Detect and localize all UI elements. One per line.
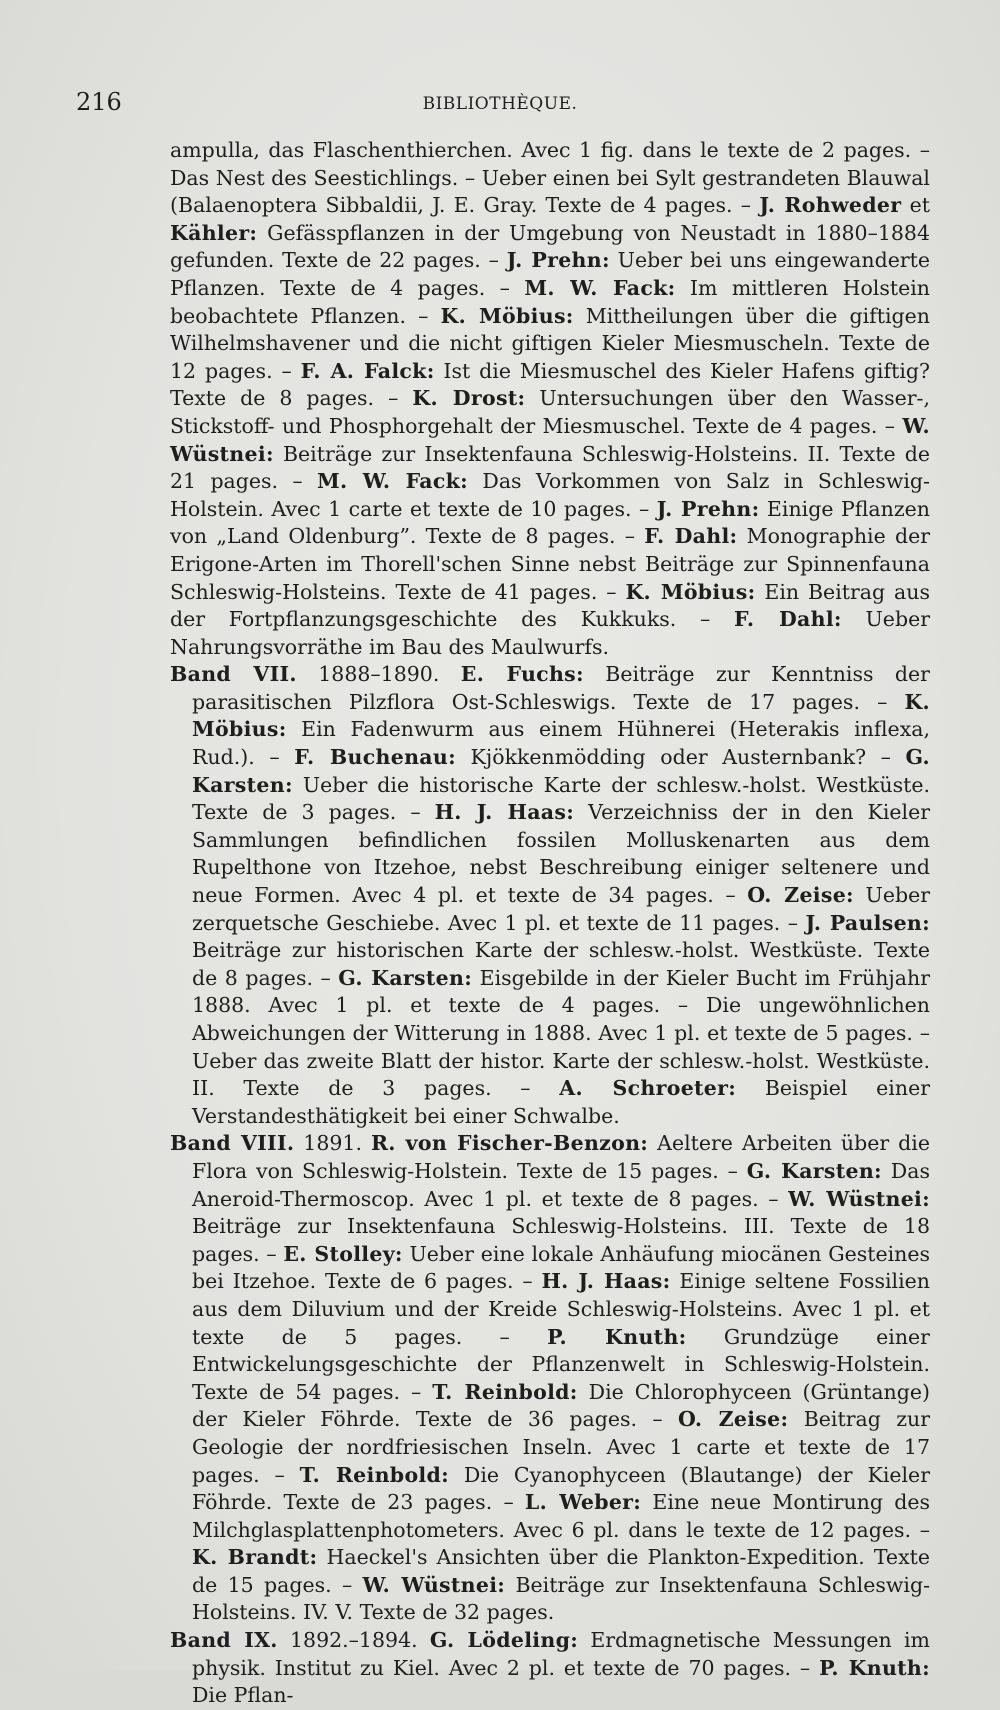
author-name: M. W. Fack: [317, 469, 469, 494]
paragraph-continuation [170, 137, 930, 661]
volume-label: Band VII. [170, 662, 297, 687]
entry-text: Eisgebilde in der Kieler Bucht im Frühjahr 1888. Avec 1 pl. et texte de 4 pages. – Die ungewöhnlichen Abweichungen der Witterung in 1888. Avec 1 pl. et texte de 5 pages. – Ueber das zweite Blatt der histor. Karte der schlesw.-holst. Westküste. II. Texte de 3 pages. – [192, 965, 931, 1101]
entry-text: Beiträge zur Insektenfauna Schleswig-Holsteins. III. Texte de 18 pages. – [192, 1214, 930, 1266]
entry-text: Ein Beitrag aus der Fortpflanzungsgeschichte des Kukkuks. – [170, 579, 930, 632]
author-name: F. A. Falck: [300, 358, 435, 383]
entry-text: Ueber die historische Karte der schlesw.-holst. Westküste. Texte de 3 pages. – [192, 772, 930, 825]
entry-text: Beiträge zur historischen Karte der schlesw.-holst. Westküste. Texte de 8 pages. – [192, 938, 930, 990]
entry-text: Die Cyanophyceen (Blautange) der Kieler Föhrde. Texte de 23 pages. – [192, 1462, 930, 1515]
author-name: W. Wüstnei: [362, 1572, 506, 1597]
author-name: A. Schroeter: [559, 1076, 737, 1101]
entry-text: Monographie der Erigone-Arten im Thorell'schen Sinne nebst Beiträge zur Spinnenfauna Schleswig-Holsteins. Texte de 41 pages. – [170, 524, 931, 604]
entry-text: Ueber Nahrungsvorräthe im Bau des Maulwurfs. [170, 607, 930, 659]
entry-text: et [901, 193, 930, 218]
volume-label: Band IX. [170, 1628, 278, 1653]
author-name: E. Stolley: [283, 1241, 403, 1266]
author-name: E. Fuchs: [460, 662, 584, 687]
author-name: J. Prehn: [506, 248, 610, 273]
entry-text: Das Aneroid-Thermoscop. Avec 1 pl. et texte de 8 pages. – [192, 1158, 930, 1211]
author-name: K. Möbius: [192, 689, 930, 742]
entry-text: Im mittleren Holstein beobachtete Pflanzen. – [170, 275, 930, 328]
author-name: G. Karsten: [192, 745, 930, 797]
author-name: H. J. Haas: [541, 1269, 671, 1294]
entry-text: Kjökkenmödding oder Austernbank? – [455, 745, 906, 770]
page-number: 216 [76, 88, 122, 116]
entry-text: Ueber bei uns eingewanderte Pflanzen. Texte de 4 pages. – [170, 248, 930, 300]
entry-text: Beiträge zur Insektenfauna Schleswig-Holsteins. IV. V. Texte de 32 pages. [192, 1572, 930, 1625]
author-name: W. Wüstnei: [170, 413, 930, 466]
entry-text: Ueber zerquetsche Geschiebe. Avec 1 pl. et texte de 11 pages. – [192, 883, 931, 935]
author-name: G. Lödeling: [429, 1628, 579, 1653]
entry-text: Die Pflan- [192, 1683, 294, 1708]
author-name: R. von Fischer-Benzon: [370, 1131, 649, 1156]
entry-text: Gefässpflanzen in der Umgebung von Neustadt in 1880–1884 gefunden. Texte de 22 pages. – [170, 220, 930, 273]
volume-label: Band VIII. [170, 1131, 295, 1156]
entry-text: Einige Pflanzen von „Land Oldenburg”. Texte de 8 pages. – [170, 496, 930, 549]
paragraph-band-vii [170, 661, 930, 1130]
paragraph-band-viii [170, 1130, 930, 1627]
entry-text: Einige seltene Fossilien aus dem Diluvium und der Kreide Schleswig-Holsteins. Avec 1 pl. et texte de 5 pages. – [192, 1269, 930, 1349]
author-name: J. Prehn: [656, 496, 760, 521]
author-name: J. Paulsen: [805, 910, 931, 935]
entry-text: Ist die Miesmuschel des Kieler Hafens giftig? Texte de 8 pages. – [170, 358, 930, 411]
author-name: K. Drost: [412, 386, 526, 411]
author-name: W. Wüstnei: [788, 1186, 930, 1211]
author-name: O. Zeise: [677, 1407, 789, 1432]
author-name: P. Knuth: [547, 1324, 687, 1349]
entry-text: Beiträge zur Insektenfauna Schleswig-Holsteins. II. Texte de 21 pages. – [170, 441, 930, 494]
entry-text: Erdmagnetische Messungen im physik. Institut zu Kiel. Avec 2 pl. et texte de 70 pages. – [192, 1628, 930, 1680]
entry-text: Ueber eine lokale Anhäufung miocänen Gesteines bei Itzehoe. Texte de 6 pages. – [192, 1241, 930, 1294]
entry-text: Mittheilungen über die giftigen Wilhelmshavener und die nicht giftigen Kieler Miesmuscheln. Texte de 12 pages. – [170, 303, 930, 383]
author-name: L. Weber: [524, 1490, 642, 1515]
entry-text: Aeltere Arbeiten über die Flora von Schleswig-Holstein. Texte de 15 pages. – [192, 1131, 930, 1183]
author-name: Kähler: [170, 220, 258, 245]
running-title: BIBLIOTHÈQUE. [422, 94, 578, 114]
entry-text: Untersuchungen über den Wasser-, Stickstoff- und Phosphorgehalt der Miesmuschel. Texte de 4 pages. – [170, 386, 930, 438]
author-name: H. J. Haas: [434, 800, 575, 825]
author-name: O. Zeise: [747, 883, 854, 908]
entry-text: Haeckel's Ansichten über die Plankton-Expedition. Texte de 15 pages. – [192, 1545, 930, 1597]
author-name: F. Dahl: [644, 524, 738, 549]
page-header [70, 88, 930, 124]
entry-text: 1888–1890. [318, 662, 461, 687]
author-name: F. Buchenau: [294, 745, 456, 770]
entry-text: Verzeichniss der in den Kieler Sammlungen befindlichen fossilen Molluskenarten aus dem Rupelthone von Itzehoe, nebst Beschreibung einiger seltenere und neue Formen. Avec 4 pl. et texte de 34 pages. – [192, 800, 931, 908]
entry-text: ampulla, das Flaschenthierchen. Avec 1 fig. dans le texte de 2 pages. – Das Nest des Seestichlings. – Ueber einen bei Sylt gestrandeten Blauwal (Balaenoptera Sibbaldii, J. E. Gray. Texte de 4 pages. – [170, 138, 930, 218]
entry-text: Beispiel einer Verstandesthätigkeit bei einer Schwalbe. [192, 1076, 930, 1128]
bibliography-text [170, 137, 930, 1710]
entry-text: Beitrag zur Geologie der nordfriesischen Inseln. Avec 1 carte et texte de 17 pages. – [192, 1407, 930, 1487]
author-name: M. W. Fack: [524, 275, 676, 300]
entry-text: 1892.–1894. [290, 1628, 430, 1653]
entry-text: Grundzüge einer Entwickelungsgeschichte der Pflanzenwelt in Schleswig-Holstein. Texte de 54 pages. – [192, 1324, 930, 1404]
author-name: F. Dahl: [734, 607, 842, 632]
author-name: K. Möbius: [625, 579, 756, 604]
author-name: G. Karsten: [338, 965, 473, 990]
entry-text: Beiträge zur Kenntniss der parasitischen Pilzflora Ost-Schleswigs. Texte de 17 pages. – [192, 662, 930, 714]
author-name: K. Brandt: [192, 1545, 318, 1570]
entry-text: Ein Fadenwurm aus einem Hühnerei (Heterakis inflexa, Rud.). – [192, 717, 930, 770]
entry-text: Das Vorkommen von Salz in Schleswig-Holstein. Avec 1 carte et texte de 10 pages. – [170, 469, 930, 521]
entry-text: 1891. [303, 1131, 371, 1156]
author-name: P. Knuth: [819, 1655, 930, 1680]
entry-text: Die Chlorophyceen (Grüntange) der Kieler Föhrde. Texte de 36 pages. – [192, 1379, 930, 1432]
author-name: T. Reinbold: [299, 1462, 450, 1487]
author-name: J. Rohweder [759, 193, 902, 218]
author-name: K. Möbius: [440, 303, 574, 328]
author-name: T. Reinbold: [432, 1379, 578, 1404]
author-name: G. Karsten: [746, 1158, 882, 1183]
entry-text: Eine neue Montirung des Milchglasplattenphotometers. Avec 6 pl. dans le texte de 12 pages. – [192, 1490, 930, 1542]
paragraph-band-ix [170, 1627, 930, 1710]
